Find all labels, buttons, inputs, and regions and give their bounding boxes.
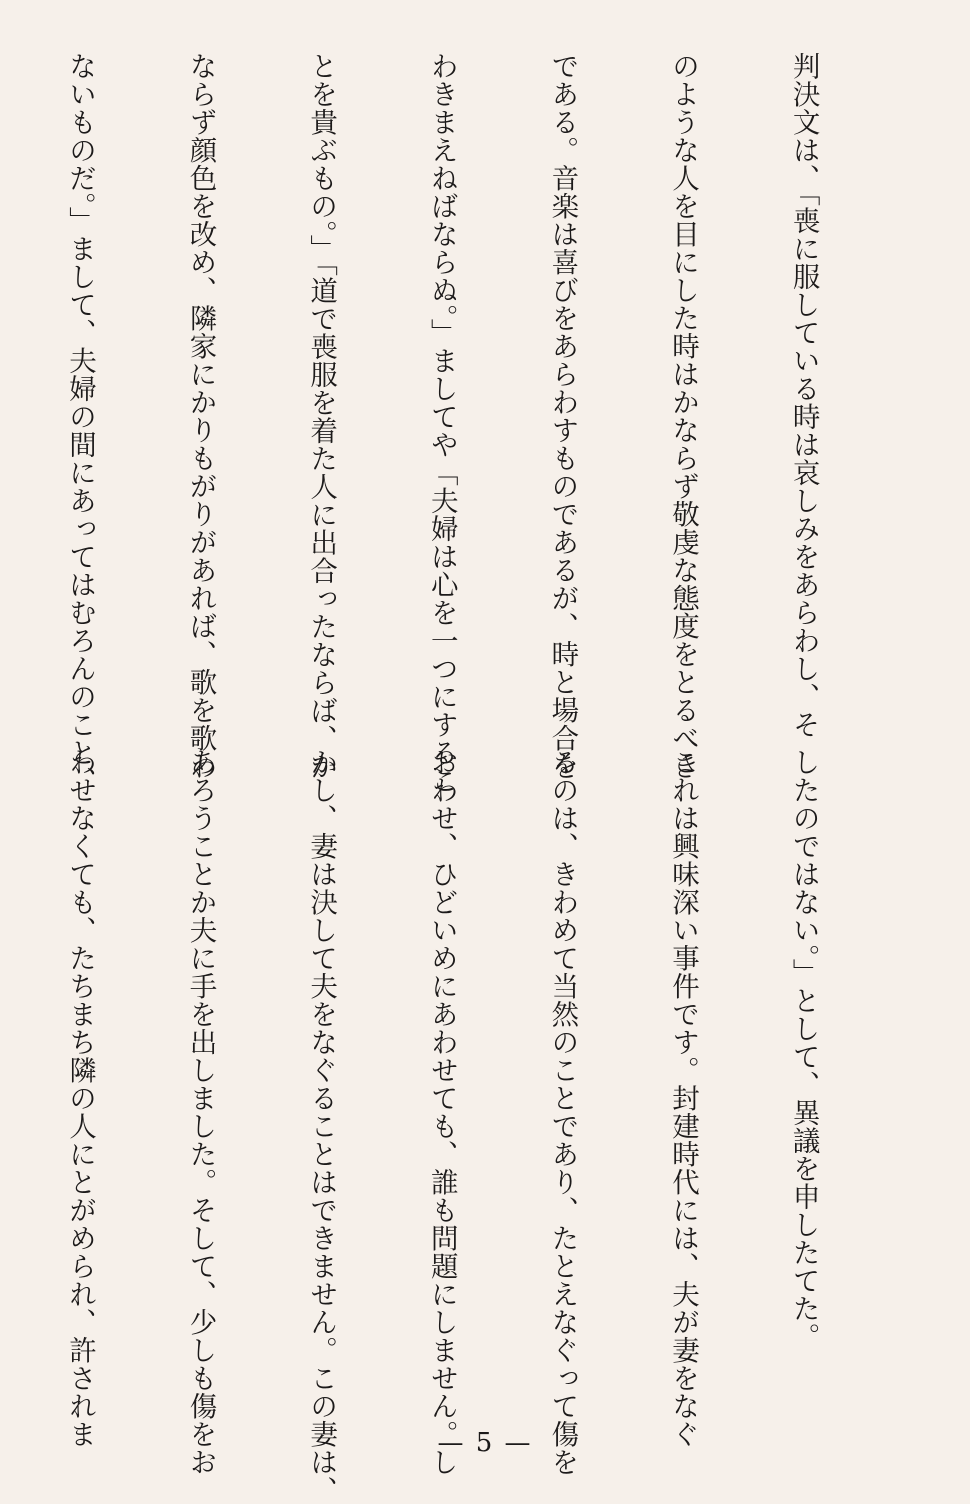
text-column: 判決文は、「喪に服している時は哀しみをあらわし、そ: [787, 52, 820, 739]
text-column: とを貴ぶもの。」「道で喪服を着た人に出合ったならば、か: [305, 52, 338, 781]
lower-text-block: [0, 748, 904, 1504]
page-number: — 5 —: [437, 1428, 533, 1458]
upper-text-block: [0, 52, 904, 795]
text-column: かし、妻は決して夫をなぐることはできません。この妻は、: [305, 748, 338, 1504]
text-column: わきまえねばならぬ。」ましてや「夫婦は心を一つにするこ: [425, 52, 458, 795]
text-column: るのは、きわめて当然のことであり、たとえなぐって傷を: [546, 748, 579, 1476]
text-column: あろうことか夫に手を出しました。そして、少しも傷をお: [184, 748, 217, 1476]
text-column: である。音楽は喜びをあらわすものであるが、時と場合を: [546, 52, 579, 780]
text-column: ならず顔色を改め、隣家にかりもがりがあれば、歌を歌わ: [184, 52, 217, 780]
text-column: わせなくても、たちまち隣の人にとがめられ、許されま: [63, 748, 96, 1448]
text-column: したのではない。」として、異議を申したてた。: [787, 748, 820, 1351]
text-column: のような人を目にした時はかならず敬虔な態度をとるべき: [666, 52, 699, 780]
text-column: ないものだ。」まして、夫婦の間にあってはむろんのこと、: [63, 52, 96, 795]
text-column: おわせ、ひどいめにあわせても、誰も問題にしません。し: [425, 748, 458, 1476]
text-column: これは興味深い事件です。封建時代には、夫が妻をなぐ: [666, 748, 699, 1448]
